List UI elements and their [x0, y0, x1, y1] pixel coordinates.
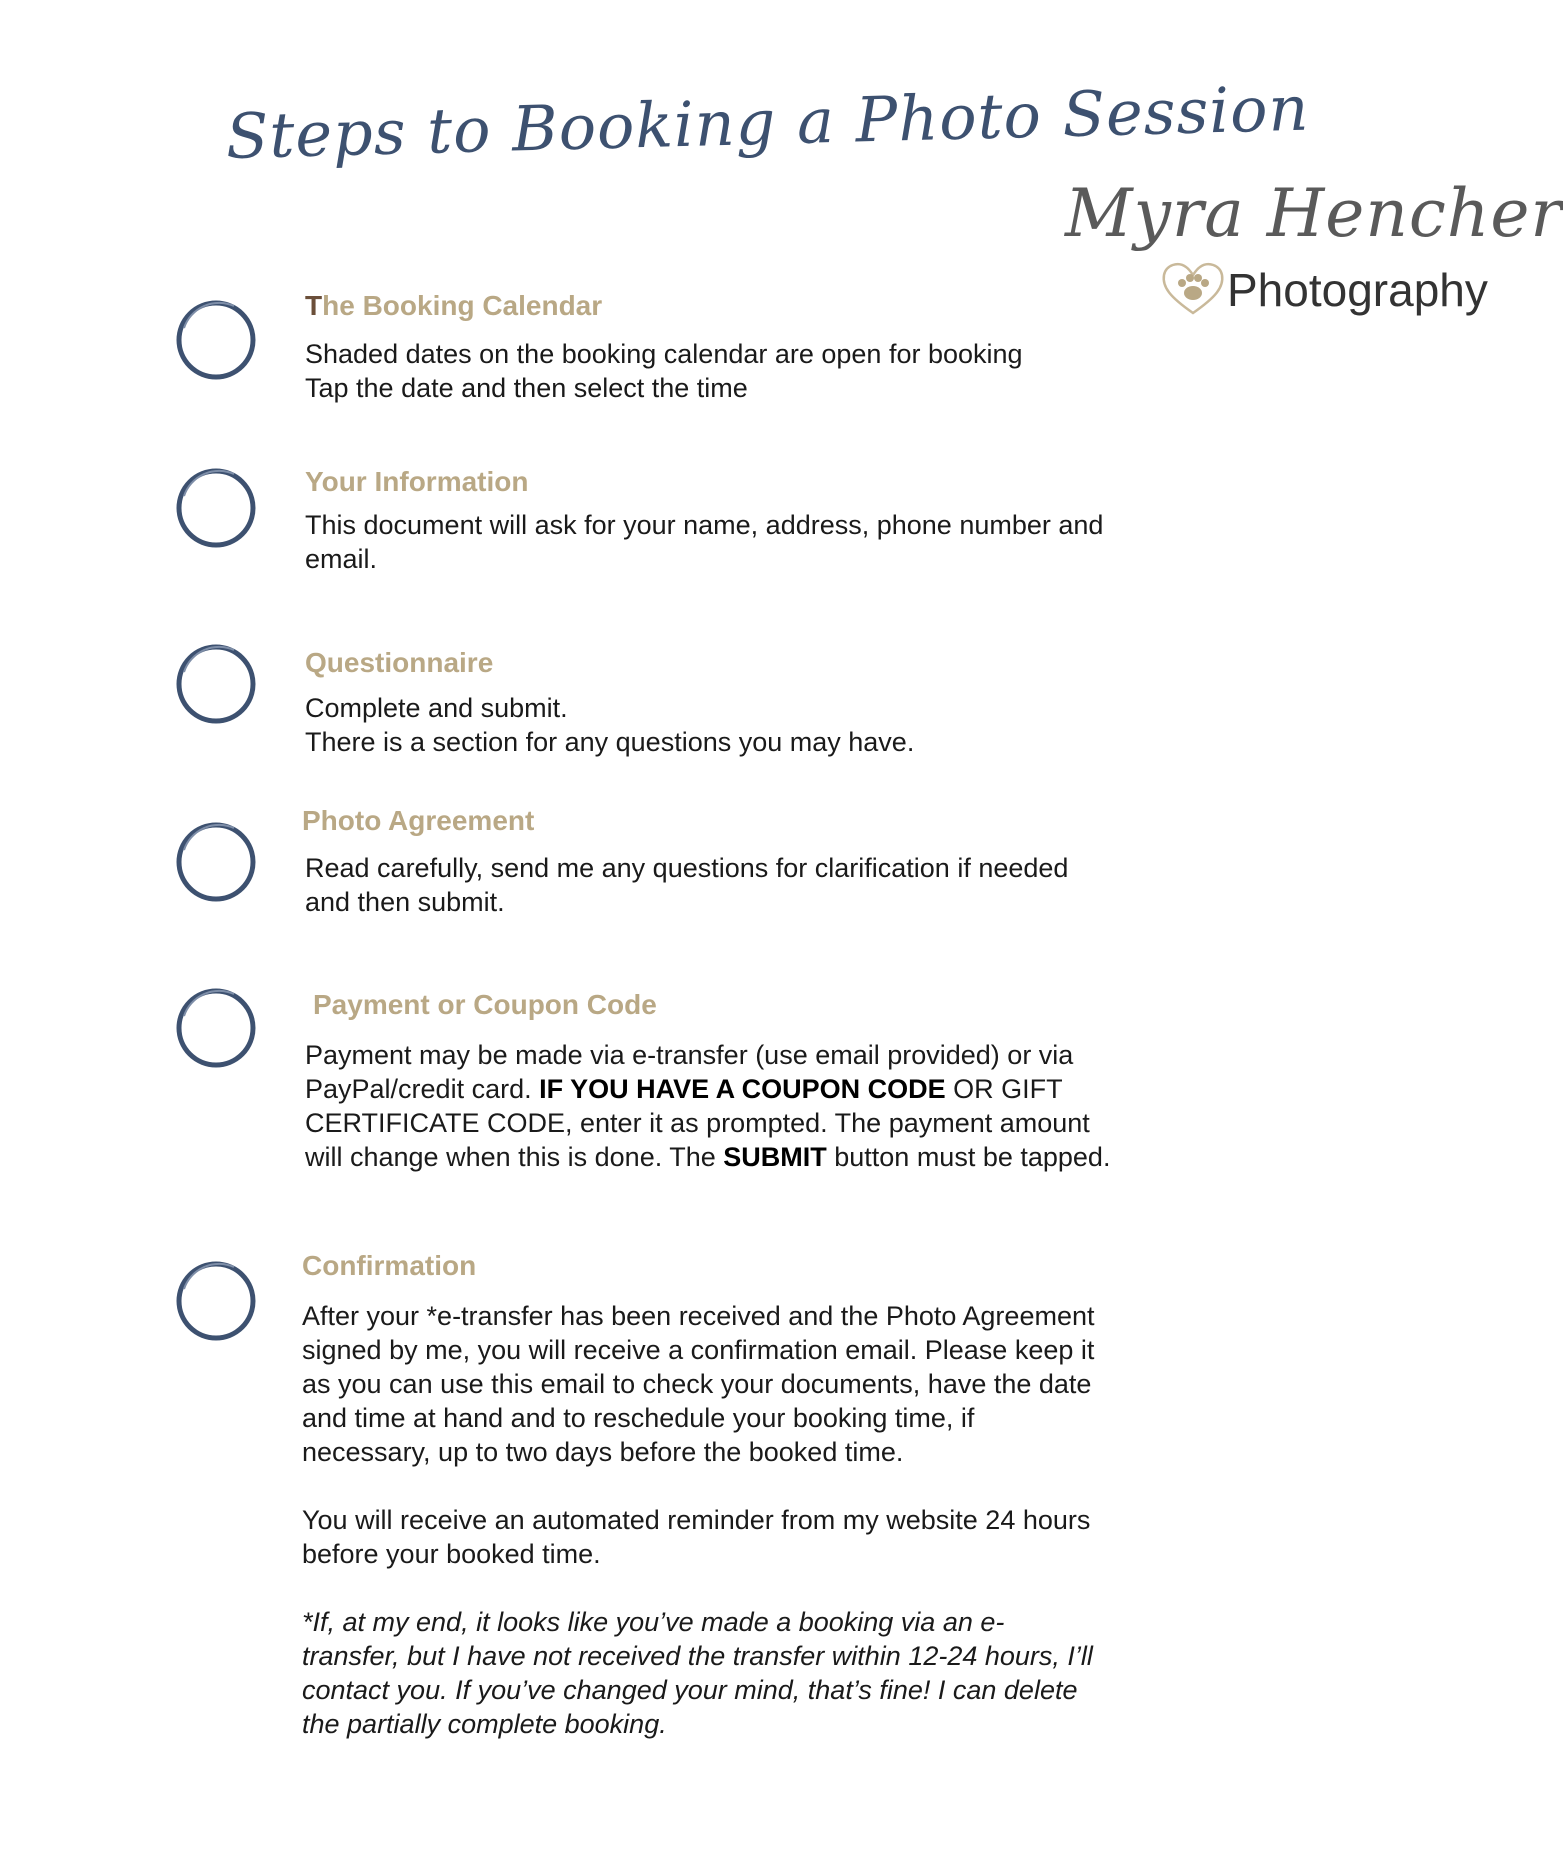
step-body [305, 851, 1068, 919]
footnote-line: *If, at my end, it looks like you’ve made a booking via an e- [302, 1607, 1005, 1637]
circle-checkbox-icon[interactable] [174, 1259, 258, 1343]
text-run: button must be tapped. [826, 1142, 1111, 1172]
step-heading: Your Information [305, 466, 529, 497]
body-line: email. [305, 544, 378, 574]
heading-rest: he Booking Calendar [322, 290, 603, 321]
body-line: and then submit. [305, 887, 505, 917]
body-line: Complete and submit. [305, 693, 568, 723]
text-run: will change when this is done. The [305, 1142, 724, 1172]
body-line: You will receive an automated reminder from my website 24 hours [302, 1505, 1091, 1535]
body-line: After your *e-transfer has been received and the Photo Agreement [302, 1301, 1095, 1331]
body-line: There is a section for any questions you may have. [305, 727, 915, 757]
circle-checkbox-icon[interactable] [174, 466, 258, 550]
logo-subtitle: Photography [1227, 264, 1488, 316]
submit-emphasis: SUBMIT [723, 1142, 827, 1172]
circle-checkbox-icon[interactable] [174, 642, 258, 726]
circle-checkbox-icon[interactable] [174, 986, 258, 1070]
step-body [305, 337, 1023, 405]
text-run: OR GIFT [945, 1074, 1063, 1104]
body-line: and time at hand and to reschedule your booking time, if [302, 1403, 975, 1433]
body-line: necessary, up to two days before the booked time. [302, 1437, 904, 1467]
step-body [305, 1038, 1110, 1174]
body-line: signed by me, you will receive a confirmation email. Please keep it [302, 1335, 1095, 1365]
step-body [305, 508, 1103, 576]
paragraph-gap [302, 1571, 1094, 1605]
body-line: This document will ask for your name, address, phone number and [305, 510, 1104, 540]
page-title: Steps to Booking a Photo Session [225, 71, 1311, 173]
footnote-line: contact you. If you’ve changed your mind, that’s fine! I can delete [302, 1675, 1078, 1705]
logo-script-name: Myra Hencher [1065, 175, 1563, 252]
step-body [305, 691, 914, 759]
body-line: before your booked time. [302, 1539, 601, 1569]
footnote-line: the partially complete booking. [302, 1709, 667, 1739]
heading-first-letter: T [305, 290, 323, 321]
step-heading: Photo Agreement [302, 805, 535, 836]
body-line: Shaded dates on the booking calendar are open for booking [305, 339, 1023, 369]
body-line: as you can use this email to check your documents, have the date [302, 1369, 1092, 1399]
body-line: Payment may be made via e-transfer (use email provided) or via [305, 1040, 1074, 1070]
paw-heart-icon [1160, 259, 1226, 317]
text-run: PayPal/credit card. [305, 1074, 540, 1104]
step-heading: Questionnaire [305, 647, 494, 678]
brand-logo [1065, 175, 1563, 325]
step-heading [305, 290, 602, 322]
body-line: Tap the date and then select the time [305, 373, 748, 403]
step-body [302, 1299, 1094, 1741]
body-line [305, 1072, 1110, 1106]
step-heading: Confirmation [302, 1250, 477, 1281]
circle-checkbox-icon[interactable] [174, 820, 258, 904]
circle-checkbox-icon[interactable] [174, 298, 258, 382]
footnote-line: transfer, but I have not received the transfer within 12-24 hours, I’ll [302, 1641, 1093, 1671]
coupon-emphasis: IF YOU HAVE A COUPON CODE [539, 1074, 946, 1104]
step-heading: Payment or Coupon Code [313, 989, 657, 1020]
body-line [305, 1140, 1110, 1174]
paragraph-gap [302, 1469, 1094, 1503]
body-line: CERTIFICATE CODE, enter it as prompted. The payment amount [305, 1108, 1090, 1138]
body-line: Read carefully, send me any questions for clarification if needed [305, 853, 1069, 883]
